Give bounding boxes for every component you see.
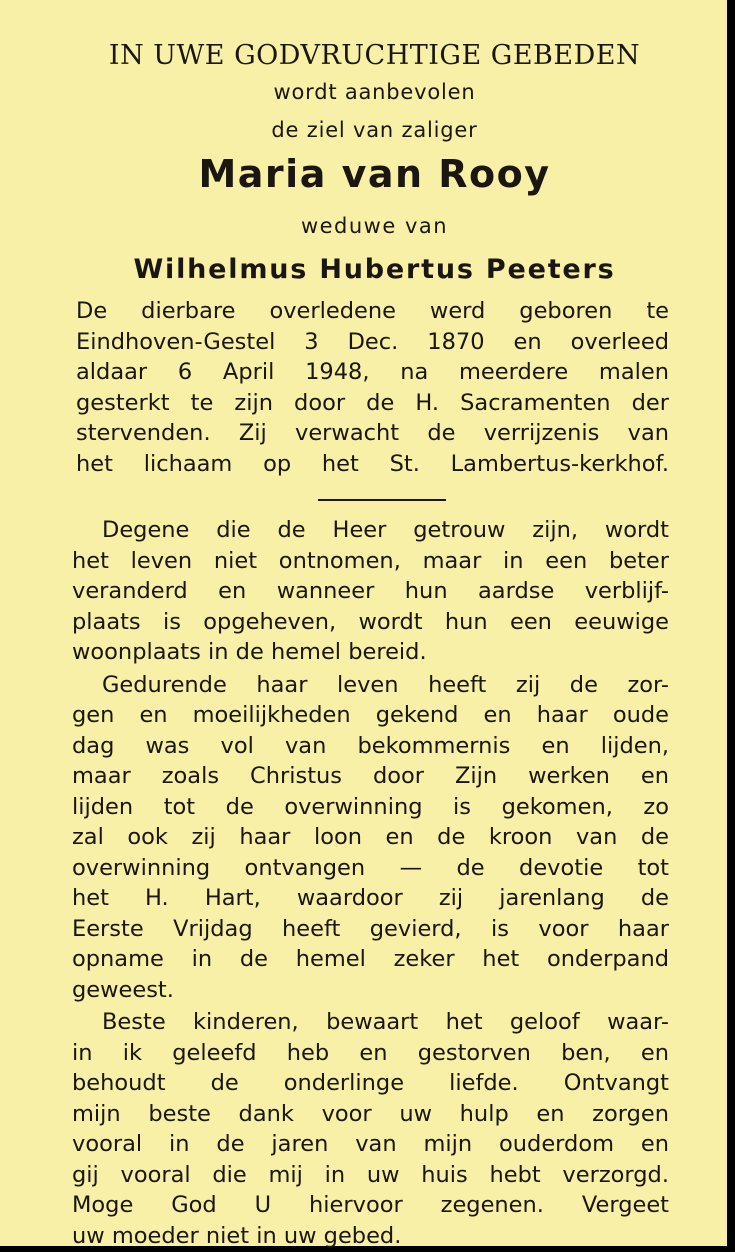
- biography-paragraph: [76, 296, 669, 479]
- paragraph-line: maar zoals Christus door Zijn werken en: [72, 763, 669, 789]
- paragraph-line: overwinning ontvangen — de devotie tot: [72, 854, 669, 881]
- soul-of-line: de ziel van zaliger: [271, 118, 478, 142]
- paragraph-line: mijn beste dank voor uw hulp en zorgen: [72, 1100, 669, 1127]
- biography-line: De dierbare overledene werd geboren te: [76, 298, 669, 324]
- paragraph-line: Gedurende haar leven heeft zij de zor-: [102, 671, 669, 698]
- paragraph-line: gij vooral die mij in uw huis hebt verzorgd.: [72, 1161, 669, 1188]
- biography-line: het lichaam op het St. Lambertus-kerkhof.: [76, 450, 669, 477]
- paragraph-line: zal ook zij haar loon en de kroon van de: [72, 824, 669, 850]
- paragraph-line: uw moeder niet in uw gebed.: [72, 1222, 402, 1249]
- paragraph-line: in ik geleefd heb en gestorven ben, en: [72, 1039, 669, 1066]
- paragraph-children: [72, 1007, 669, 1251]
- paragraph-life: [72, 670, 669, 1006]
- widow-of-line: weduwe van: [300, 214, 449, 238]
- spouse-name: Wilhelmus Hubertus Peeters: [133, 254, 616, 285]
- paragraph-line: opname in de hemel zeker het onderpand: [72, 946, 669, 972]
- biography-line: aldaar 6 April 1948, na meerdere malen: [76, 359, 669, 385]
- paragraph-line: Degene die de Heer getrouw zijn, wordt: [102, 517, 669, 543]
- biography-line: Eindhoven-Gestel 3 Dec. 1870 en overleed: [76, 328, 669, 355]
- deceased-name: Maria van Rooy: [198, 152, 551, 196]
- card-header: [70, 36, 669, 290]
- paragraph-line: Moge God U hiervoor zegenen. Vergeet: [72, 1192, 669, 1218]
- recommended-line: wordt aanbevolen: [273, 80, 476, 104]
- paragraph-line: Eerste Vrijdag heeft gevierd, is voor haar: [72, 915, 669, 942]
- paragraph-line: vooral in de jaren van mijn ouderdom en: [72, 1131, 669, 1157]
- paragraph-line: veranderd en wanneer hun aardse verblijf-: [72, 578, 669, 604]
- biography-line: gesterkt te zijn door de H. Sacramenten der: [76, 389, 669, 416]
- divider: [318, 499, 446, 501]
- paragraph-faithful: [72, 515, 669, 668]
- prayer-heading: IN UWE GODVRUCHTIGE GEBEDEN: [108, 40, 641, 71]
- paragraph-line: behoudt de onderlinge liefde. Ontvangt: [72, 1070, 669, 1096]
- paragraph-line: gen en moeilijkheden gekend en haar oude: [72, 702, 669, 728]
- paragraph-line: woonplaats in de hemel bereid.: [72, 639, 427, 665]
- paragraph-line: het leven niet ontnomen, maar in een beter: [72, 547, 669, 574]
- biography-line: stervenden. Zij verwacht de verrijzenis van: [76, 420, 669, 446]
- paragraph-line: geweest.: [72, 976, 174, 1003]
- paragraph-line: Beste kinderen, bewaart het geloof waar-: [102, 1009, 669, 1035]
- paragraph-line: het H. Hart, waardoor zij jarenlang de: [72, 885, 669, 911]
- paragraph-line: plaats is opgeheven, wordt hun een eeuwige: [72, 608, 669, 635]
- paragraph-line: dag was vol van bekommernis en lijden,: [72, 732, 669, 759]
- paragraph-line: lijden tot de overwinning is gekomen, zo: [72, 793, 669, 820]
